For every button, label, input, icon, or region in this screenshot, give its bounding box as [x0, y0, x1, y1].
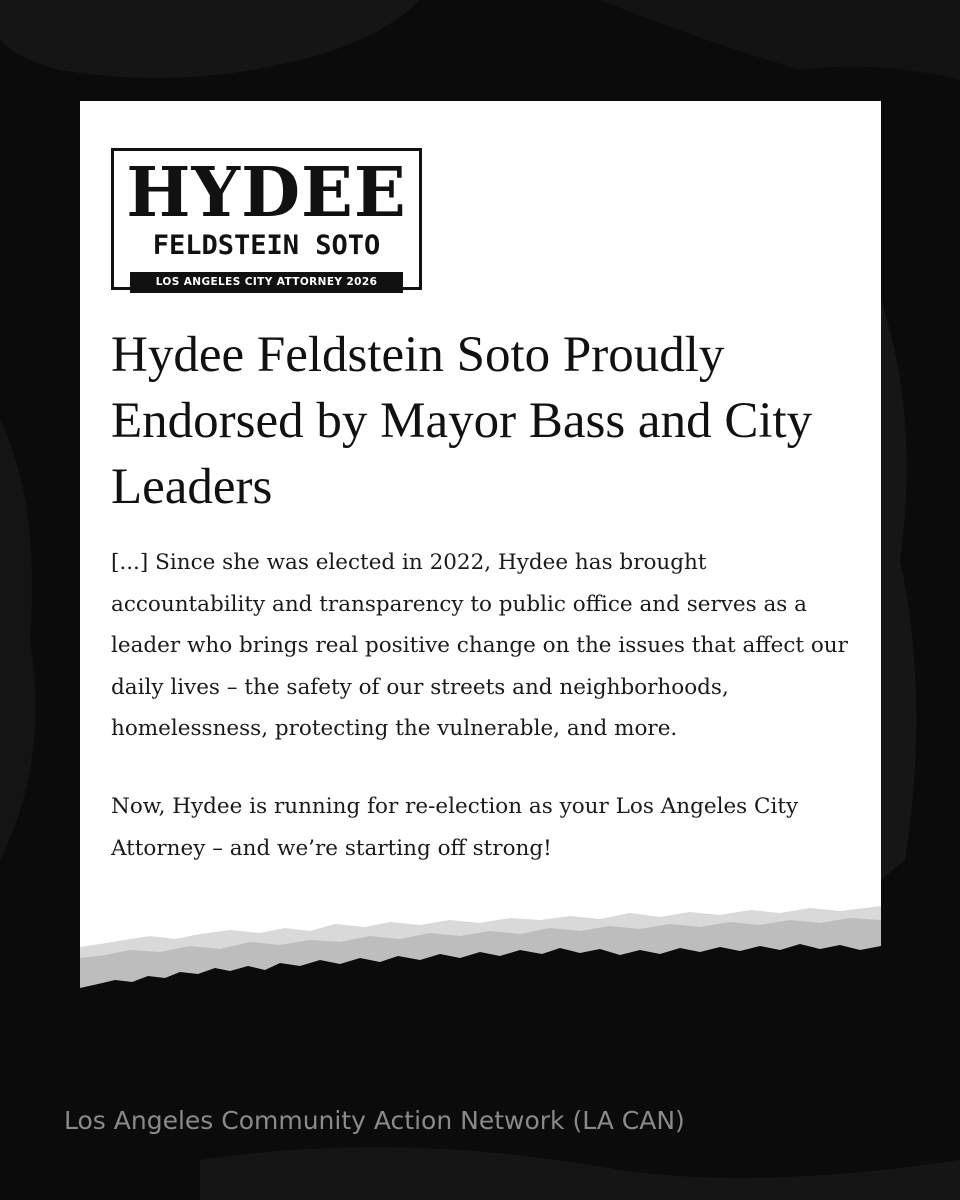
- logo-tagline: LOS ANGELES CITY ATTORNEY 2026: [130, 272, 403, 293]
- torn-paper-edge: [80, 900, 881, 1000]
- footer-credit: Los Angeles Community Action Network (LA CAN): [64, 1106, 685, 1135]
- headline: Hydee Feldstein Soto Proudly Endorsed by Mayor Bass and City Leaders: [111, 327, 813, 515]
- logo-subname: FELDSTEIN SOTO: [152, 230, 381, 261]
- body-paragraph-2: Now, Hydee is running for re-election as your Los Angeles City Attorney – and we’re starting off strong!: [111, 794, 799, 861]
- body-paragraph-1: [...] Since she was elected in 2022, Hydee has brought accountability and transparency to public office and serves as a leader who brings real positive change on the issues that affect our daily lives – the safety of our streets and neighborhoods, homelessness, protecting the vulnerable, and more.: [111, 550, 848, 741]
- logo-name: HYDEE: [126, 153, 407, 233]
- campaign-logo: [111, 148, 422, 290]
